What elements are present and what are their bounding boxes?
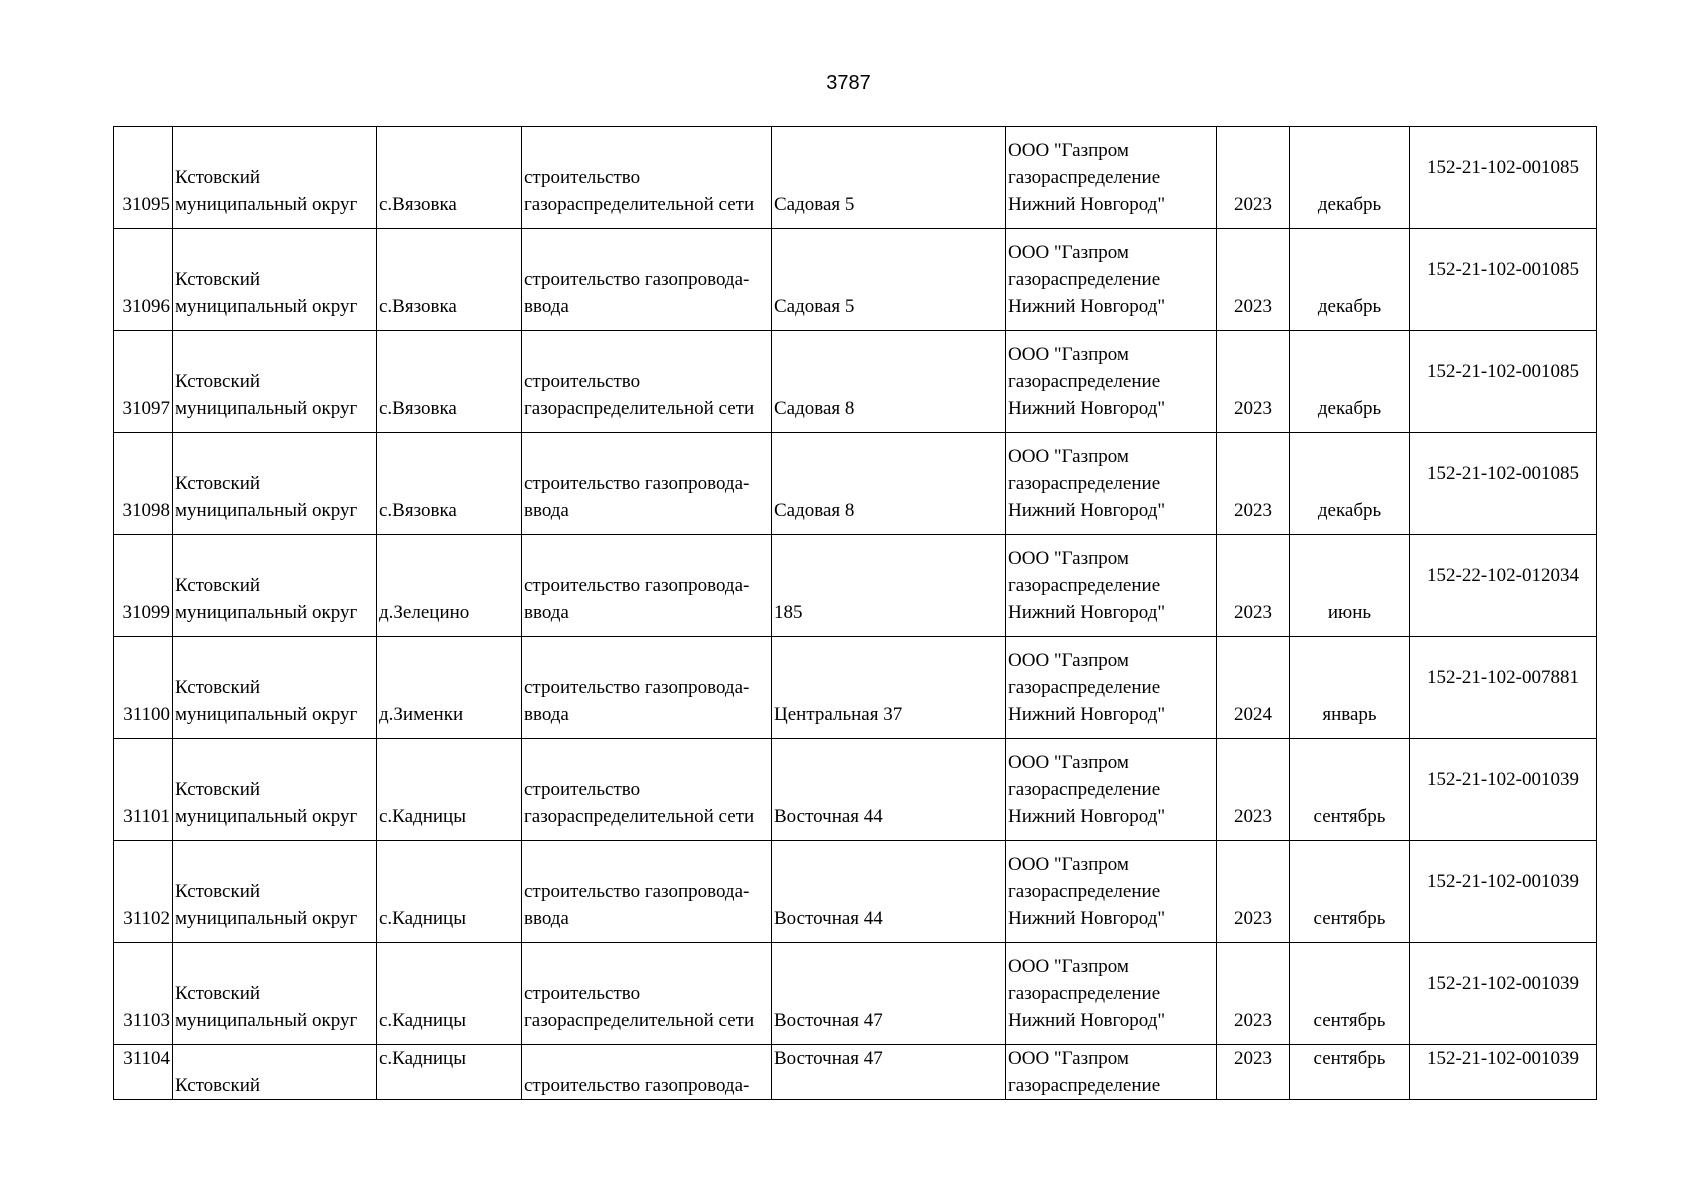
registry-number-cell: 152-21-102-007881 bbox=[1427, 667, 1579, 688]
work-type-cell: строительство газораспределительной сети bbox=[524, 983, 755, 1031]
year-cell: 2023 bbox=[1234, 1010, 1272, 1031]
organization-cell: ООО "Газпром газораспределение Нижний Новгород" bbox=[1008, 956, 1166, 1031]
year-cell: 2024 bbox=[1234, 704, 1272, 725]
table-row bbox=[114, 331, 1597, 433]
row-id: 31104 bbox=[123, 1048, 170, 1069]
organization-cell: ООО "Газпром газораспределение Нижний Новгород" bbox=[1008, 140, 1166, 215]
table-row bbox=[114, 433, 1597, 535]
locality-cell: д.Зелецино bbox=[379, 602, 470, 623]
month-cell: декабрь bbox=[1317, 398, 1382, 419]
table-row bbox=[114, 535, 1597, 637]
registry-number-cell: 152-21-102-001039 bbox=[1427, 973, 1579, 994]
work-type-cell: строительство газораспределительной сети bbox=[524, 779, 755, 827]
year-cell: 2023 bbox=[1234, 194, 1272, 215]
month-cell: декабрь bbox=[1317, 296, 1382, 317]
month-cell: декабрь bbox=[1317, 194, 1382, 215]
registry-table bbox=[113, 126, 1597, 1100]
district-cell: Кстовский муниципальный округ bbox=[175, 983, 358, 1031]
organization-cell: ООО "Газпром газораспределение Нижний Новгород" bbox=[1008, 344, 1166, 419]
work-type-cell: строительство газораспределительной сети bbox=[524, 371, 755, 419]
district-cell: Кстовский bbox=[175, 1075, 261, 1096]
district-cell: Кстовский муниципальный округ bbox=[175, 371, 358, 419]
locality-cell: с.Вязовка bbox=[379, 500, 457, 521]
year-cell: 2023 bbox=[1234, 1048, 1272, 1069]
work-type-cell: строительство газораспределительной сети bbox=[524, 167, 755, 215]
year-cell: 2023 bbox=[1234, 806, 1272, 827]
work-type-cell: строительство газопровода-ввода bbox=[524, 473, 750, 521]
year-cell: 2023 bbox=[1234, 500, 1272, 521]
address-cell: 185 bbox=[774, 602, 803, 623]
month-cell: декабрь bbox=[1317, 500, 1382, 521]
address-cell: Восточная 44 bbox=[774, 806, 883, 827]
organization-cell: ООО "Газпром газораспределение Нижний Новгород" bbox=[1008, 650, 1166, 725]
registry-number-cell: 152-21-102-001039 bbox=[1427, 871, 1579, 892]
row-id: 31095 bbox=[122, 194, 170, 215]
address-cell: Садовая 5 bbox=[774, 296, 855, 317]
registry-number-cell: 152-21-102-001039 bbox=[1427, 769, 1579, 790]
locality-cell: с.Кадницы bbox=[379, 1010, 466, 1031]
row-id: 31098 bbox=[122, 500, 170, 521]
row-id: 31099 bbox=[122, 602, 170, 623]
month-cell: сентябрь bbox=[1313, 806, 1386, 827]
address-cell: Садовая 8 bbox=[774, 398, 855, 419]
organization-cell: ООО "Газпром газораспределение Нижний Новгород" bbox=[1008, 242, 1166, 317]
row-id: 31102 bbox=[123, 908, 170, 929]
row-id: 31096 bbox=[122, 296, 170, 317]
page-number: 3787 bbox=[826, 72, 871, 94]
district-cell: Кстовский муниципальный округ bbox=[175, 167, 358, 215]
district-cell: Кстовский муниципальный округ bbox=[175, 575, 358, 623]
address-cell: Садовая 5 bbox=[774, 194, 855, 215]
address-cell: Садовая 8 bbox=[774, 500, 855, 521]
locality-cell: с.Вязовка bbox=[379, 194, 457, 215]
table-row bbox=[114, 637, 1597, 739]
locality-cell: с.Кадницы bbox=[379, 1048, 466, 1069]
address-cell: Восточная 47 bbox=[774, 1010, 883, 1031]
organization-cell: ООО "Газпром газораспределение Нижний Новгород" bbox=[1008, 752, 1166, 827]
district-cell: Кстовский муниципальный округ bbox=[175, 881, 358, 929]
table-row bbox=[114, 127, 1597, 229]
month-cell: сентябрь bbox=[1313, 908, 1386, 929]
work-type-cell: строительство газопровода-ввода bbox=[524, 677, 750, 725]
row-id: 31103 bbox=[123, 1010, 170, 1031]
address-cell: Восточная 47 bbox=[774, 1048, 883, 1069]
row-id: 31100 bbox=[123, 704, 170, 725]
registry-number-cell: 152-21-102-001085 bbox=[1427, 361, 1579, 382]
address-cell: Восточная 44 bbox=[774, 908, 883, 929]
district-cell: Кстовский муниципальный округ bbox=[175, 269, 358, 317]
table-row bbox=[114, 841, 1597, 943]
year-cell: 2023 bbox=[1234, 296, 1272, 317]
district-cell: Кстовский муниципальный округ bbox=[175, 473, 358, 521]
district-cell: Кстовский муниципальный округ bbox=[175, 779, 358, 827]
month-cell: январь bbox=[1322, 704, 1377, 725]
work-type-cell: строительство газопровода-ввода bbox=[524, 269, 750, 317]
month-cell: сентябрь bbox=[1313, 1010, 1386, 1031]
locality-cell: с.Кадницы bbox=[379, 806, 466, 827]
month-cell: июнь bbox=[1327, 602, 1372, 623]
registry-number-cell: 152-21-102-001085 bbox=[1427, 463, 1579, 484]
locality-cell: с.Вязовка bbox=[379, 398, 457, 419]
locality-cell: д.Зименки bbox=[379, 704, 464, 725]
row-id: 31101 bbox=[123, 806, 170, 827]
district-cell: Кстовский муниципальный округ bbox=[175, 677, 358, 725]
table-row bbox=[114, 739, 1597, 841]
registry-number-cell: 152-21-102-001039 bbox=[1427, 1048, 1579, 1069]
locality-cell: с.Вязовка bbox=[379, 296, 457, 317]
registry-number-cell: 152-21-102-001085 bbox=[1427, 157, 1579, 178]
locality-cell: с.Кадницы bbox=[379, 908, 466, 929]
organization-cell: ООО "Газпром газораспределение Нижний Новгород" bbox=[1008, 446, 1166, 521]
organization-cell: ООО "Газпром газораспределение Нижний Новгород" bbox=[1008, 854, 1166, 929]
address-cell: Центральная 37 bbox=[774, 704, 903, 725]
year-cell: 2023 bbox=[1234, 602, 1272, 623]
table-row bbox=[114, 229, 1597, 331]
year-cell: 2023 bbox=[1234, 398, 1272, 419]
registry-number-cell: 152-21-102-001085 bbox=[1427, 259, 1579, 280]
table-row-partial bbox=[114, 1045, 1597, 1100]
year-cell: 2023 bbox=[1234, 908, 1272, 929]
month-cell: сентябрь bbox=[1313, 1048, 1386, 1069]
table-row bbox=[114, 943, 1597, 1045]
row-id: 31097 bbox=[122, 398, 170, 419]
organization-cell: ООО "Газпром газораспределение Нижний Новгород" bbox=[1008, 548, 1166, 623]
registry-number-cell: 152-22-102-012034 bbox=[1427, 565, 1579, 586]
work-type-cell: строительство газопровода-ввода bbox=[524, 881, 750, 929]
work-type-cell: строительство газопровода- bbox=[524, 1075, 750, 1096]
organization-cell: ООО "Газпром газораспределение bbox=[1008, 1048, 1161, 1096]
work-type-cell: строительство газопровода-ввода bbox=[524, 575, 750, 623]
